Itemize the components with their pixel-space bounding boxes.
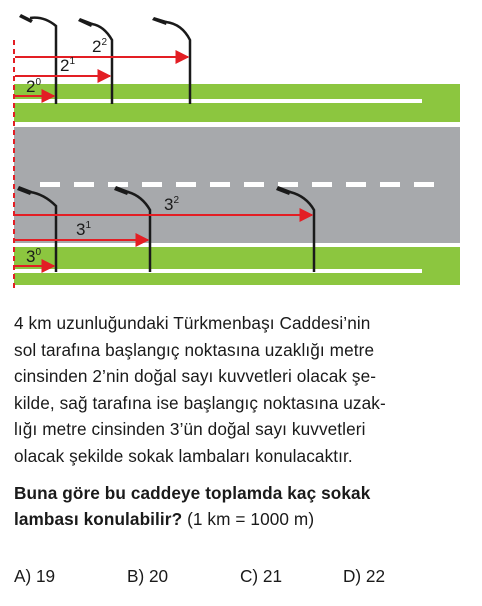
choice-d[interactable]: D) 22 <box>343 566 386 586</box>
label-2-power-1: $2^1$ <box>60 56 76 75</box>
question-line-4: kilde, sağ tarafına ise başlangıç noktasına uzak- <box>14 392 386 413</box>
label-2-power-2: $2^2$ <box>92 37 108 56</box>
choice-c[interactable]: C) 21 <box>240 566 283 586</box>
question-ask-line-2: lambası konulabilir? (1 km = 1000 m) <box>14 509 315 530</box>
label-2-power-0: $2^0$ <box>26 77 42 96</box>
question-line-2: sol tarafına başlangıç noktasına uzaklığı metre <box>14 339 375 360</box>
bottom-grass-strip <box>14 247 460 285</box>
top-sidewalk-line <box>14 99 422 103</box>
bottom-sidewalk-line <box>14 269 422 273</box>
label-3-power-2: $3^2$ <box>164 195 180 214</box>
answer-choices <box>14 566 474 592</box>
question-line-3: cinsinden 2’nin doğal sayı kuvvetleri olacak şe- <box>14 366 377 387</box>
question-line-1: 4 km uzunluğundaki Türkmenbaşı Caddesi’nin <box>14 313 371 333</box>
question-block <box>14 310 476 533</box>
question-line-6: olacak şekilde sokak lambaları konulacaktır. <box>14 445 353 466</box>
unit-note: (1 km = 1000 m) <box>182 509 315 530</box>
label-3-power-0: $3^0$ <box>26 247 42 266</box>
label-3-power-1: $3^1$ <box>76 220 92 239</box>
question-line-5: lığı metre cinsinden 3’ün doğal sayı kuvvetleri <box>14 419 366 440</box>
choice-b[interactable]: B) 20 <box>127 566 169 586</box>
choice-a[interactable]: A) 19 <box>14 566 56 586</box>
question-ask-line-1: Buna göre bu caddeye toplamda kaç sokak <box>14 482 371 503</box>
street-lamp-diagram <box>0 0 482 300</box>
